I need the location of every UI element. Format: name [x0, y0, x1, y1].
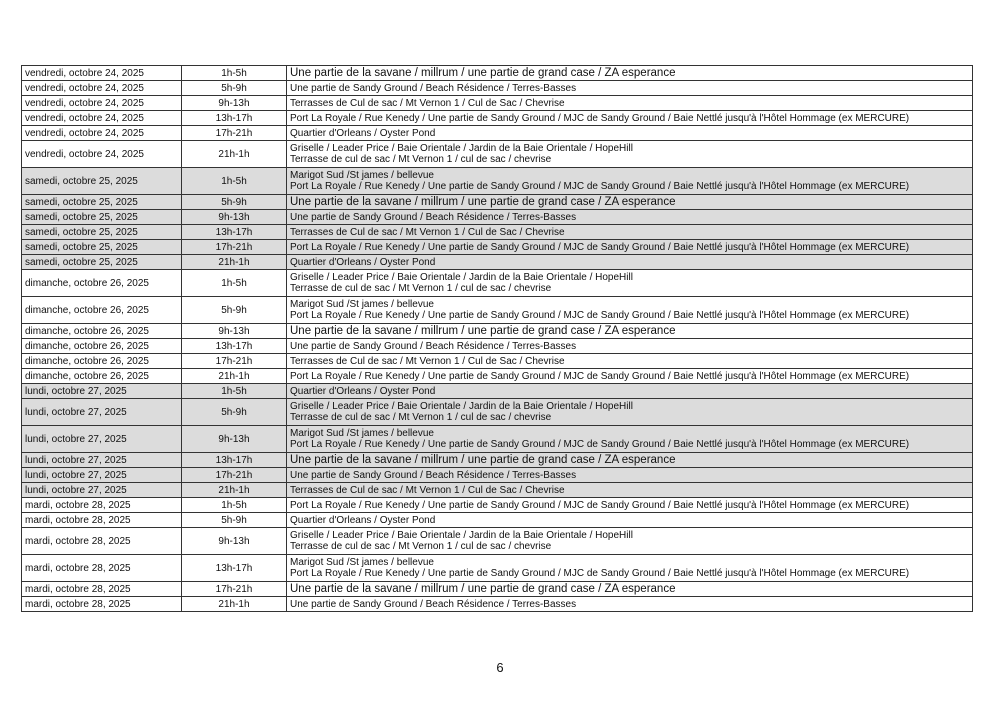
- date-cell: vendredi, octobre 24, 2025: [22, 96, 182, 111]
- time-slot-cell: 9h-13h: [182, 528, 287, 555]
- zones-cell: [287, 168, 973, 195]
- table-row: [22, 555, 973, 582]
- table-row: [22, 66, 973, 81]
- table-row: [22, 240, 973, 255]
- zone-line: Port La Royale / Rue Kenedy / Une partie de Sandy Ground / MJC de Sandy Ground / Baie Nettlé jusqu'à l'Hôtel Hommage (ex MERCURE): [290, 241, 910, 253]
- zone-line: Quartier d'Orleans / Oyster Pond: [290, 127, 436, 139]
- zones-cell: [287, 339, 973, 354]
- time-slot-cell: 9h-13h: [182, 426, 287, 453]
- table-row: [22, 582, 973, 597]
- table-row: [22, 483, 973, 498]
- zones-cell: [287, 240, 973, 255]
- date-cell: vendredi, octobre 24, 2025: [22, 141, 182, 168]
- table-row: [22, 270, 973, 297]
- date-cell: lundi, octobre 27, 2025: [22, 384, 182, 399]
- zone-line: Terrasse de cul de sac / Mt Vernon 1 / cul de sac / chevrise: [290, 154, 552, 165]
- zone-line: Une partie de la savane / millrum / une partie de grand case / ZA esperance: [290, 195, 676, 208]
- zones-cell: [287, 426, 973, 453]
- zones-cell: [287, 468, 973, 483]
- date-cell: dimanche, octobre 26, 2025: [22, 339, 182, 354]
- zone-line: Terrasses de Cul de sac / Mt Vernon 1 / Cul de Sac / Chevrise: [290, 226, 565, 238]
- zone-line: Une partie de Sandy Ground / Beach Résidence / Terres-Basses: [290, 82, 577, 94]
- time-slot-cell: 13h-17h: [182, 453, 287, 468]
- zones-cell: [287, 111, 973, 126]
- time-slot-cell: 9h-13h: [182, 324, 287, 339]
- date-cell: vendredi, octobre 24, 2025: [22, 111, 182, 126]
- zone-line: Griselle / Leader Price / Baie Orientale / Jardin de la Baie Orientale / HopeHill: [290, 143, 633, 154]
- zone-line: Terrasse de cul de sac / Mt Vernon 1 / cul de sac / chevrise: [290, 541, 552, 552]
- zone-line: Terrasse de cul de sac / Mt Vernon 1 / cul de sac / chevrise: [290, 283, 552, 294]
- time-slot-cell: 17h-21h: [182, 582, 287, 597]
- time-slot-cell: 1h-5h: [182, 270, 287, 297]
- date-cell: dimanche, octobre 26, 2025: [22, 369, 182, 384]
- time-slot-cell: 21h-1h: [182, 483, 287, 498]
- date-cell: samedi, octobre 25, 2025: [22, 210, 182, 225]
- zone-line: Griselle / Leader Price / Baie Orientale / Jardin de la Baie Orientale / HopeHill: [290, 272, 633, 283]
- table-row: [22, 297, 973, 324]
- time-slot-cell: 17h-21h: [182, 240, 287, 255]
- table-row: [22, 354, 973, 369]
- date-cell: lundi, octobre 27, 2025: [22, 453, 182, 468]
- zone-line: Port La Royale / Rue Kenedy / Une partie de Sandy Ground / MJC de Sandy Ground / Baie Nettlé jusqu'à l'Hôtel Hommage (ex MERCURE): [290, 499, 910, 511]
- zone-line: Une partie de Sandy Ground / Beach Résidence / Terres-Basses: [290, 340, 577, 352]
- zone-line: Une partie de la savane / millrum / une partie de grand case / ZA esperance: [290, 66, 676, 79]
- time-slot-cell: 21h-1h: [182, 597, 287, 612]
- date-cell: samedi, octobre 25, 2025: [22, 225, 182, 240]
- zone-line: Terrasses de Cul de sac / Mt Vernon 1 / Cul de Sac / Chevrise: [290, 355, 565, 367]
- page-number: 6: [496, 660, 504, 675]
- date-cell: dimanche, octobre 26, 2025: [22, 297, 182, 324]
- zone-line: Marigot Sud /St james / bellevue: [290, 557, 434, 568]
- table-row: [22, 81, 973, 96]
- zones-cell: [287, 324, 973, 339]
- time-slot-cell: 13h-17h: [182, 111, 287, 126]
- table-row: [22, 255, 973, 270]
- zones-cell: [287, 270, 973, 297]
- date-cell: samedi, octobre 25, 2025: [22, 255, 182, 270]
- zone-line: Port La Royale / Rue Kenedy / Une partie de Sandy Ground / MJC de Sandy Ground / Baie Nettlé jusqu'à l'Hôtel Hommage (ex MERCURE): [290, 112, 910, 124]
- zone-line: Port La Royale / Rue Kenedy / Une partie de Sandy Ground / MJC de Sandy Ground / Baie Nettlé jusqu'à l'Hôtel Hommage (ex MERCURE): [290, 568, 910, 579]
- table-row: [22, 597, 973, 612]
- date-cell: vendredi, octobre 24, 2025: [22, 66, 182, 81]
- table-row: [22, 384, 973, 399]
- zones-cell: [287, 453, 973, 468]
- date-cell: dimanche, octobre 26, 2025: [22, 324, 182, 339]
- zones-cell: [287, 384, 973, 399]
- time-slot-cell: 1h-5h: [182, 168, 287, 195]
- time-slot-cell: 13h-17h: [182, 339, 287, 354]
- zone-line: Port La Royale / Rue Kenedy / Une partie de Sandy Ground / MJC de Sandy Ground / Baie Nettlé jusqu'à l'Hôtel Hommage (ex MERCURE): [290, 310, 910, 321]
- outage-schedule-table: [21, 65, 973, 612]
- time-slot-cell: 5h-9h: [182, 399, 287, 426]
- time-slot-cell: 1h-5h: [182, 498, 287, 513]
- date-cell: lundi, octobre 27, 2025: [22, 399, 182, 426]
- zone-line: Marigot Sud /St james / bellevue: [290, 428, 434, 439]
- date-cell: mardi, octobre 28, 2025: [22, 582, 182, 597]
- table-row: [22, 324, 973, 339]
- zone-line: Une partie de Sandy Ground / Beach Résidence / Terres-Basses: [290, 211, 577, 223]
- zones-cell: [287, 66, 973, 81]
- date-cell: mardi, octobre 28, 2025: [22, 513, 182, 528]
- zone-line: Une partie de la savane / millrum / une partie de grand case / ZA esperance: [290, 324, 676, 337]
- table-row: [22, 126, 973, 141]
- zones-cell: [287, 141, 973, 168]
- date-cell: mardi, octobre 28, 2025: [22, 528, 182, 555]
- date-cell: samedi, octobre 25, 2025: [22, 195, 182, 210]
- zone-line: Port La Royale / Rue Kenedy / Une partie de Sandy Ground / MJC de Sandy Ground / Baie Nettlé jusqu'à l'Hôtel Hommage (ex MERCURE): [290, 370, 910, 382]
- zone-line: Griselle / Leader Price / Baie Orientale / Jardin de la Baie Orientale / HopeHill: [290, 401, 633, 412]
- zone-line: Marigot Sud /St james / bellevue: [290, 299, 434, 310]
- table-row: [22, 513, 973, 528]
- zone-line: Une partie de la savane / millrum / une partie de grand case / ZA esperance: [290, 582, 676, 595]
- zones-cell: [287, 225, 973, 240]
- time-slot-cell: 5h-9h: [182, 513, 287, 528]
- time-slot-cell: 5h-9h: [182, 195, 287, 210]
- date-cell: samedi, octobre 25, 2025: [22, 168, 182, 195]
- zones-cell: [287, 81, 973, 96]
- table-row: [22, 195, 973, 210]
- date-cell: mardi, octobre 28, 2025: [22, 597, 182, 612]
- zone-line: Une partie de Sandy Ground / Beach Résidence / Terres-Basses: [290, 598, 577, 610]
- table-row: [22, 453, 973, 468]
- time-slot-cell: 5h-9h: [182, 297, 287, 324]
- zone-line: Une partie de la savane / millrum / une partie de grand case / ZA esperance: [290, 453, 676, 466]
- time-slot-cell: 17h-21h: [182, 126, 287, 141]
- zones-cell: [287, 582, 973, 597]
- zones-cell: [287, 126, 973, 141]
- table-row: [22, 210, 973, 225]
- table-row: [22, 498, 973, 513]
- table-row: [22, 426, 973, 453]
- zone-line: Une partie de Sandy Ground / Beach Résidence / Terres-Basses: [290, 469, 577, 481]
- date-cell: dimanche, octobre 26, 2025: [22, 354, 182, 369]
- date-cell: lundi, octobre 27, 2025: [22, 468, 182, 483]
- zone-line: Quartier d'Orleans / Oyster Pond: [290, 256, 436, 268]
- zone-line: Port La Royale / Rue Kenedy / Une partie de Sandy Ground / MJC de Sandy Ground / Baie Nettlé jusqu'à l'Hôtel Hommage (ex MERCURE): [290, 439, 910, 450]
- zones-cell: [287, 498, 973, 513]
- time-slot-cell: 21h-1h: [182, 141, 287, 168]
- table-row: [22, 168, 973, 195]
- zones-cell: [287, 399, 973, 426]
- zones-cell: [287, 528, 973, 555]
- zones-cell: [287, 483, 973, 498]
- time-slot-cell: 13h-17h: [182, 555, 287, 582]
- zone-line: Quartier d'Orleans / Oyster Pond: [290, 385, 436, 397]
- zones-cell: [287, 255, 973, 270]
- zones-cell: [287, 195, 973, 210]
- date-cell: vendredi, octobre 24, 2025: [22, 126, 182, 141]
- zone-line: Griselle / Leader Price / Baie Orientale / Jardin de la Baie Orientale / HopeHill: [290, 530, 633, 541]
- time-slot-cell: 17h-21h: [182, 354, 287, 369]
- date-cell: vendredi, octobre 24, 2025: [22, 81, 182, 96]
- time-slot-cell: 13h-17h: [182, 225, 287, 240]
- table-row: [22, 111, 973, 126]
- table-row: [22, 96, 973, 111]
- zones-cell: [287, 369, 973, 384]
- table-row: [22, 399, 973, 426]
- date-cell: dimanche, octobre 26, 2025: [22, 270, 182, 297]
- time-slot-cell: 17h-21h: [182, 468, 287, 483]
- time-slot-cell: 9h-13h: [182, 210, 287, 225]
- date-cell: mardi, octobre 28, 2025: [22, 498, 182, 513]
- date-cell: mardi, octobre 28, 2025: [22, 555, 182, 582]
- zone-line: Terrasses de Cul de sac / Mt Vernon 1 / Cul de Sac / Chevrise: [290, 484, 565, 496]
- time-slot-cell: 21h-1h: [182, 369, 287, 384]
- zone-line: Quartier d'Orleans / Oyster Pond: [290, 514, 436, 526]
- zones-cell: [287, 297, 973, 324]
- time-slot-cell: 1h-5h: [182, 66, 287, 81]
- table-row: [22, 468, 973, 483]
- zone-line: Port La Royale / Rue Kenedy / Une partie de Sandy Ground / MJC de Sandy Ground / Baie Nettlé jusqu'à l'Hôtel Hommage (ex MERCURE): [290, 181, 910, 192]
- time-slot-cell: 9h-13h: [182, 96, 287, 111]
- zones-cell: [287, 354, 973, 369]
- zone-line: Terrasses de Cul de sac / Mt Vernon 1 / Cul de Sac / Chevrise: [290, 97, 565, 109]
- table-row: [22, 369, 973, 384]
- date-cell: lundi, octobre 27, 2025: [22, 426, 182, 453]
- time-slot-cell: 1h-5h: [182, 384, 287, 399]
- table-row: [22, 141, 973, 168]
- zones-cell: [287, 555, 973, 582]
- zone-line: Marigot Sud /St james / bellevue: [290, 170, 434, 181]
- schedule-body: [22, 66, 973, 612]
- table-row: [22, 339, 973, 354]
- zones-cell: [287, 210, 973, 225]
- time-slot-cell: 5h-9h: [182, 81, 287, 96]
- table-row: [22, 528, 973, 555]
- date-cell: lundi, octobre 27, 2025: [22, 483, 182, 498]
- date-cell: samedi, octobre 25, 2025: [22, 240, 182, 255]
- table-row: [22, 225, 973, 240]
- time-slot-cell: 21h-1h: [182, 255, 287, 270]
- zones-cell: [287, 513, 973, 528]
- zones-cell: [287, 96, 973, 111]
- zone-line: Terrasse de cul de sac / Mt Vernon 1 / cul de sac / chevrise: [290, 412, 552, 423]
- zones-cell: [287, 597, 973, 612]
